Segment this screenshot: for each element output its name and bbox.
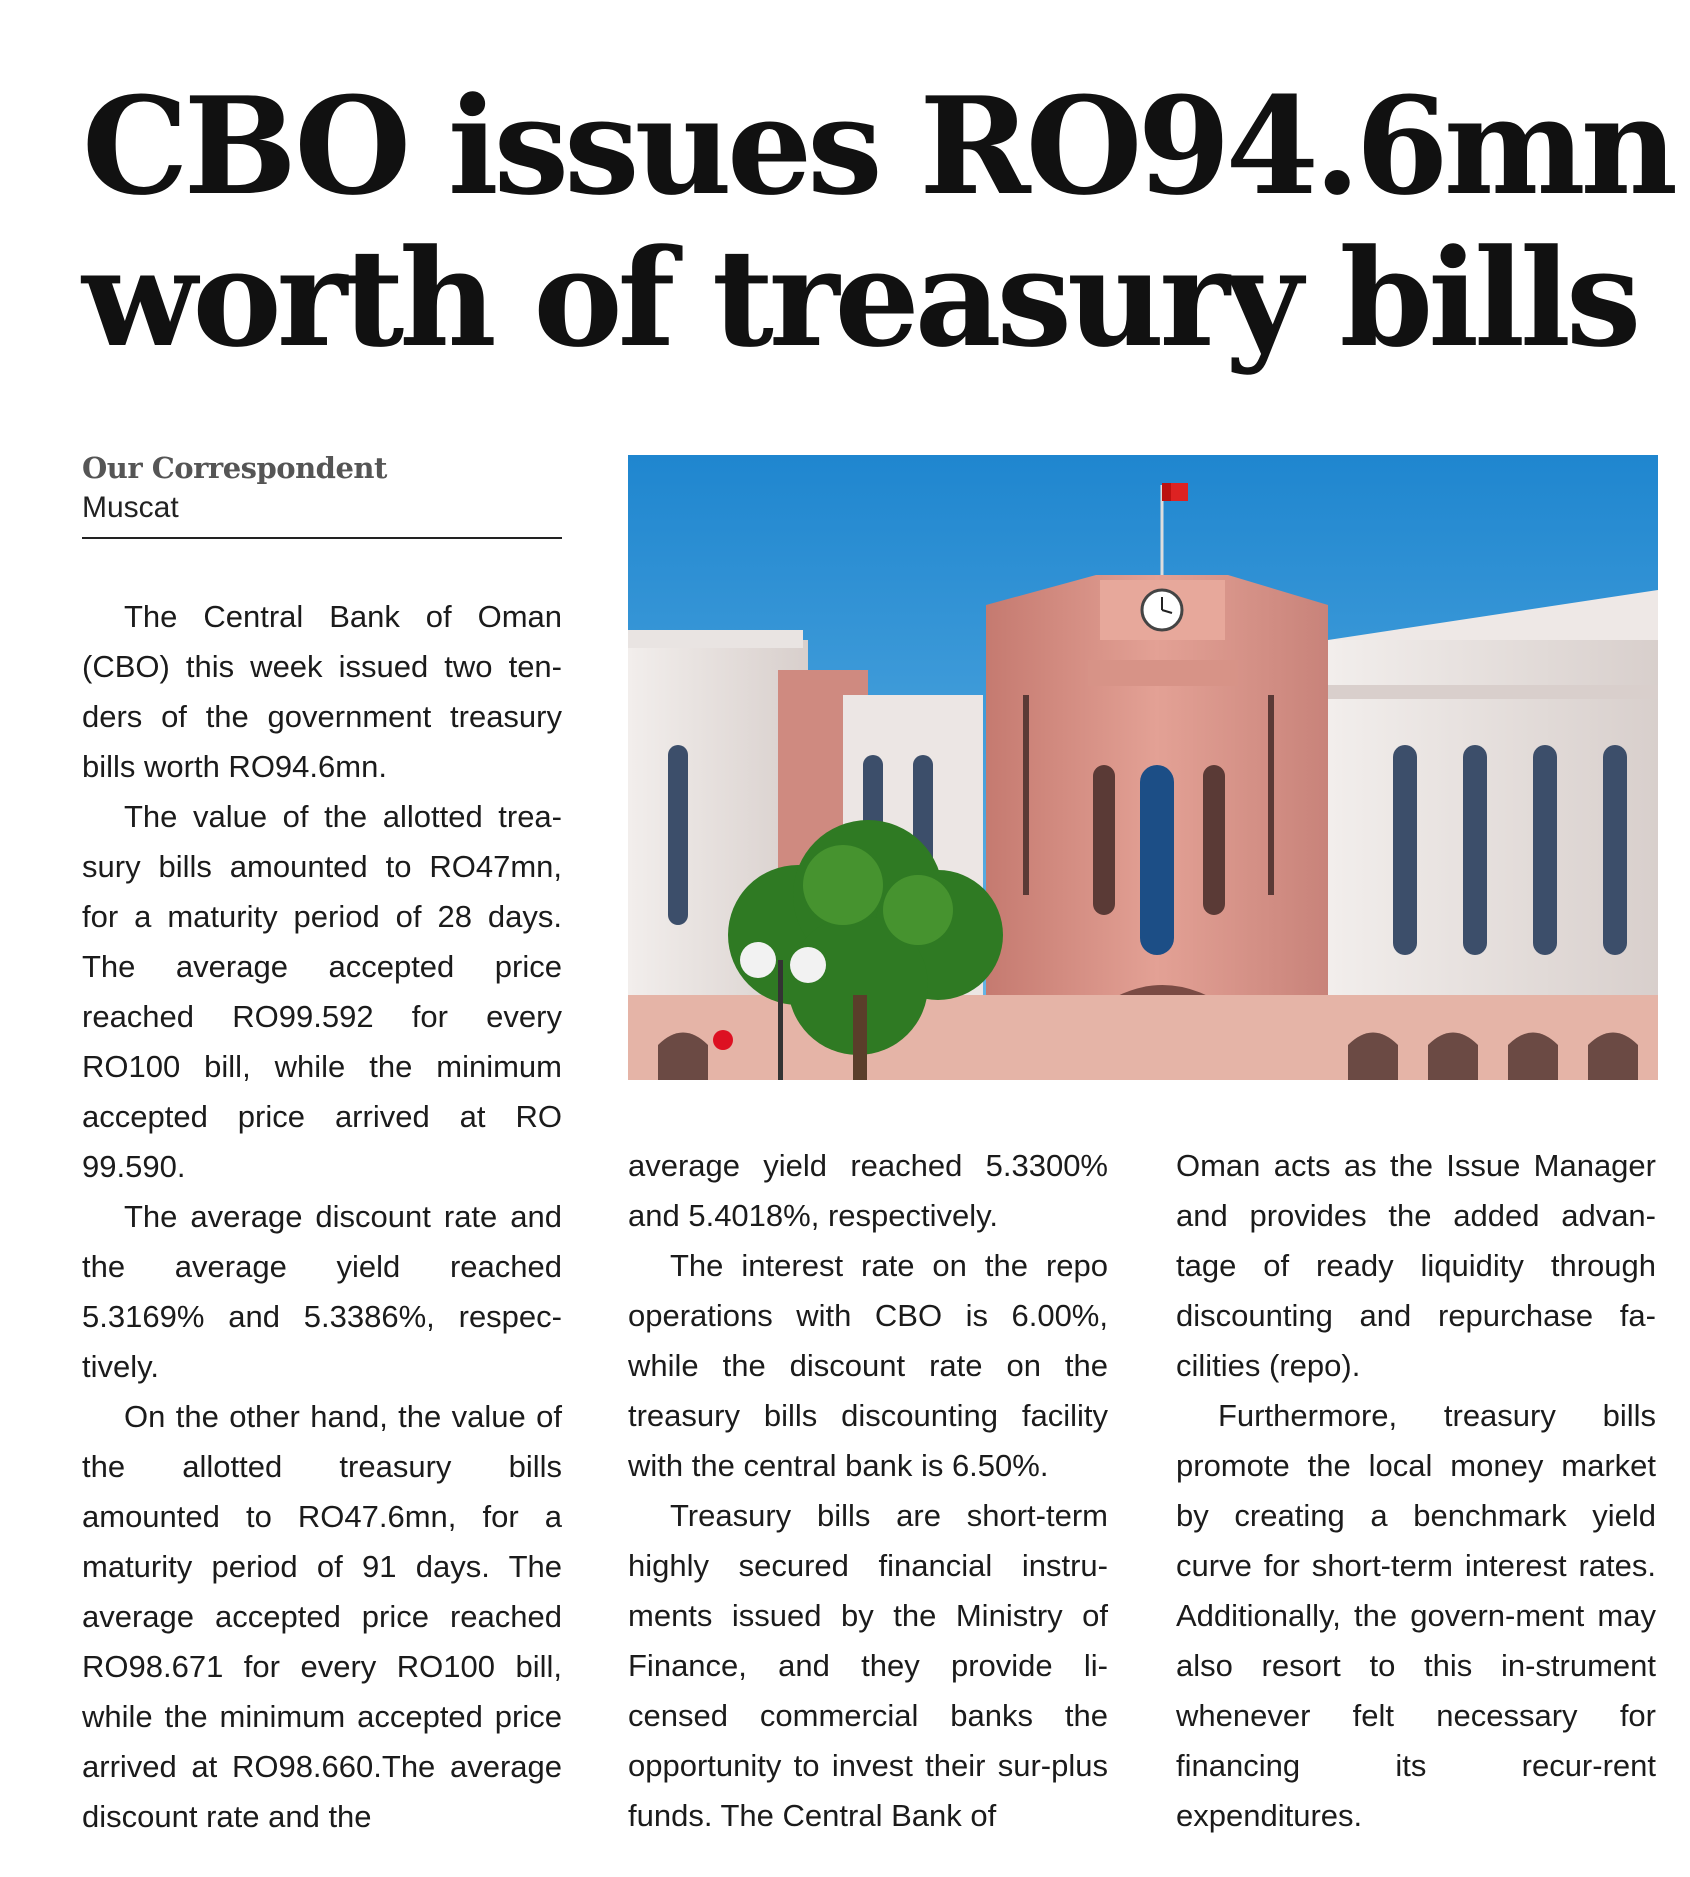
headline-line-1: CBO issues RO94.6mn [82,67,1673,225]
photo-central-bank-building [628,455,1658,1080]
article-column-2 [628,1141,1108,1841]
paragraph: Treasury bills are short-term highly secured financial instru-ments issued by the Ministry of Finance, and they provide li-censed commercial banks the opportunity to invest their sur-plus funds. The Central Bank of [628,1498,1108,1833]
paragraph: On the other hand, the value of the allotted treasury bills amounted to RO47.6mn, for a maturity period of 91 days. The average accepted price reached RO98.671 for every RO100 bill, while the minimum accepted price arrived at RO98.660.The average discount rate and the [82,1399,562,1834]
byline [82,450,562,530]
paragraph: The interest rate on the repo operations with CBO is 6.00%, while the discount rate on the treasury bills discounting facility with the central bank is 6.50%. [628,1248,1108,1483]
paragraph: The average discount rate and the average yield reached 5.3169% and 5.3386%, respec-tively. [82,1199,562,1384]
paragraph: Furthermore, treasury bills promote the local money market by creating a benchmark yield curve for short-term interest rates. Additionally, the govern-ment may also resort to this in-strument whenever felt necessary for financing its recur-rent expenditures. [1176,1398,1656,1833]
paragraph: The Central Bank of Oman (CBO) this week issued two ten-ders of the government treasury bills worth RO94.6mn. [82,599,562,784]
building-icon [628,455,1658,1080]
article-column-1 [82,592,562,1842]
byline-author: Our Correspondent [82,451,387,485]
paragraph-continued: average yield reached 5.3300% and 5.4018%, respectively. [628,1148,1108,1233]
paragraph: The value of the allotted trea-sury bills amounted to RO47mn, for a maturity period of 28 days. The average accepted price reached RO99.592 for every RO100 bill, while the minimum accepted price arrived at RO 99.590. [82,799,562,1184]
paragraph-continued: Oman acts as the Issue Manager and provides the added advan-tage of ready liquidity through discounting and repurchase fa-cilities (repo). [1176,1148,1656,1383]
headline [82,67,1673,377]
byline-location: Muscat [82,491,179,524]
byline-divider [82,537,562,539]
headline-line-2: worth of treasury bills [82,219,1637,377]
article-column-3 [1176,1141,1656,1841]
